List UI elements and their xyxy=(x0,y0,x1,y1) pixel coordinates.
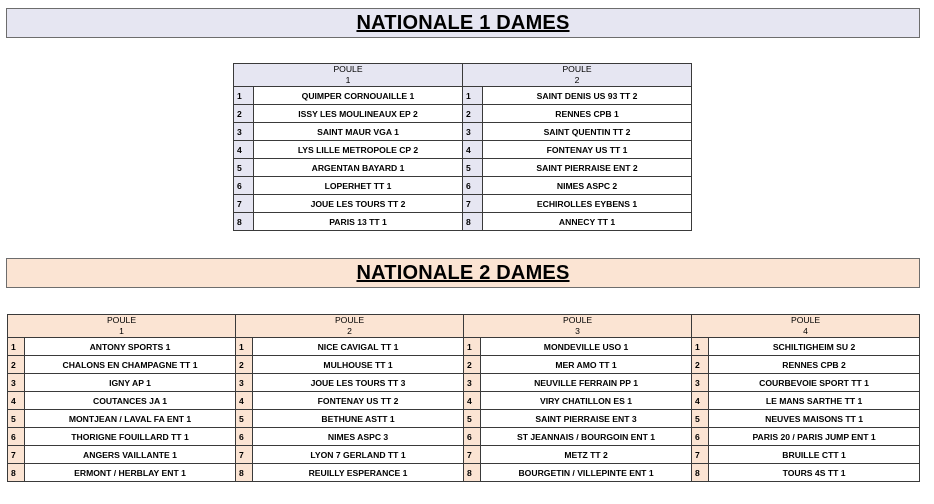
team-name: NIMES ASPC 2 xyxy=(483,177,692,195)
table-row xyxy=(234,87,692,105)
rank-number: 5 xyxy=(236,410,253,428)
pool-label: POULE xyxy=(333,64,363,74)
rank-number: 1 xyxy=(236,338,253,356)
rank-number: 1 xyxy=(8,338,25,356)
rank-number: 5 xyxy=(8,410,25,428)
rank-number: 6 xyxy=(463,177,483,195)
rank-number: 4 xyxy=(463,141,483,159)
table-row xyxy=(234,141,692,159)
pool-header xyxy=(692,315,920,338)
pool-label: POULE xyxy=(562,315,593,325)
pool-number: 1 xyxy=(119,326,124,336)
rank-number: 2 xyxy=(463,105,483,123)
pool-number: 2 xyxy=(574,75,580,85)
rank-number: 4 xyxy=(234,141,254,159)
pool-number: 4 xyxy=(803,326,808,336)
nationale-1-title-banner xyxy=(6,8,920,38)
rank-number: 8 xyxy=(463,213,483,231)
table-row xyxy=(8,464,920,482)
team-name: LYON 7 GERLAND TT 1 xyxy=(253,446,464,464)
team-name: MONDEVILLE USO 1 xyxy=(481,338,692,356)
rank-number: 2 xyxy=(8,356,25,374)
rank-number: 7 xyxy=(236,446,253,464)
team-name: MONTJEAN / LAVAL FA ENT 1 xyxy=(25,410,236,428)
team-name: COUTANCES JA 1 xyxy=(25,392,236,410)
team-name: FONTENAY US TT 1 xyxy=(483,141,692,159)
rank-number: 2 xyxy=(234,105,254,123)
team-name: RENNES CPB 1 xyxy=(483,105,692,123)
rank-number: 6 xyxy=(234,177,254,195)
rank-number: 4 xyxy=(464,392,481,410)
team-name: RENNES CPB 2 xyxy=(709,356,920,374)
team-name: METZ TT 2 xyxy=(481,446,692,464)
rank-number: 6 xyxy=(8,428,25,446)
team-name: COURBEVOIE SPORT TT 1 xyxy=(709,374,920,392)
rank-number: 5 xyxy=(463,159,483,177)
team-name: MULHOUSE TT 1 xyxy=(253,356,464,374)
team-name: THORIGNE FOUILLARD TT 1 xyxy=(25,428,236,446)
team-name: PARIS 13 TT 1 xyxy=(254,213,463,231)
table-row xyxy=(234,159,692,177)
team-name: FONTENAY US TT 2 xyxy=(253,392,464,410)
table-row xyxy=(234,213,692,231)
rank-number: 1 xyxy=(463,87,483,105)
team-name: BOURGETIN / VILLEPINTE ENT 1 xyxy=(481,464,692,482)
rank-number: 2 xyxy=(236,356,253,374)
team-name: SAINT PIERRAISE ENT 3 xyxy=(481,410,692,428)
team-name: NEUVES MAISONS TT 1 xyxy=(709,410,920,428)
pool-header xyxy=(463,64,692,87)
pool-number: 1 xyxy=(345,75,351,85)
team-name: NEUVILLE FERRAIN PP 1 xyxy=(481,374,692,392)
team-name: BRUILLE CTT 1 xyxy=(709,446,920,464)
rank-number: 5 xyxy=(464,410,481,428)
pool-label: POULE xyxy=(106,315,137,325)
rank-number: 3 xyxy=(236,374,253,392)
rank-number: 1 xyxy=(692,338,709,356)
team-name: PARIS 20 / PARIS JUMP ENT 1 xyxy=(709,428,920,446)
rank-number: 5 xyxy=(234,159,254,177)
pool-header xyxy=(8,315,236,338)
team-name: SAINT QUENTIN TT 2 xyxy=(483,123,692,141)
rank-number: 7 xyxy=(692,446,709,464)
team-name: JOUE LES TOURS TT 3 xyxy=(253,374,464,392)
team-name: LOPERHET TT 1 xyxy=(254,177,463,195)
table-row xyxy=(8,428,920,446)
table-row xyxy=(8,446,920,464)
pool-header xyxy=(464,315,692,338)
rank-number: 3 xyxy=(8,374,25,392)
rank-number: 8 xyxy=(464,464,481,482)
team-name: LE MANS SARTHE TT 1 xyxy=(709,392,920,410)
pool-header xyxy=(234,64,463,87)
table-row xyxy=(234,123,692,141)
team-name: LYS LILLE METROPOLE CP 2 xyxy=(254,141,463,159)
team-name: SAINT PIERRAISE ENT 2 xyxy=(483,159,692,177)
pool-label: POULE xyxy=(790,315,821,325)
pool-label: POULE xyxy=(334,315,365,325)
rank-number: 1 xyxy=(234,87,254,105)
rank-number: 8 xyxy=(236,464,253,482)
team-name: ST JEANNAIS / BOURGOIN ENT 1 xyxy=(481,428,692,446)
rank-number: 8 xyxy=(8,464,25,482)
team-name: ARGENTAN BAYARD 1 xyxy=(254,159,463,177)
rank-number: 2 xyxy=(464,356,481,374)
rank-number: 7 xyxy=(8,446,25,464)
pool-number: 3 xyxy=(575,326,580,336)
pool-label: POULE xyxy=(562,64,592,74)
team-name: JOUE LES TOURS TT 2 xyxy=(254,195,463,213)
rank-number: 6 xyxy=(236,428,253,446)
team-name: REUILLY ESPERANCE 1 xyxy=(253,464,464,482)
nationale-1-title: NATIONALE 1 DAMES xyxy=(356,11,570,34)
rank-number: 6 xyxy=(464,428,481,446)
table-row xyxy=(8,356,920,374)
table-row xyxy=(8,410,920,428)
team-name: IGNY AP 1 xyxy=(25,374,236,392)
team-name: ANGERS VAILLANTE 1 xyxy=(25,446,236,464)
rank-number: 4 xyxy=(692,392,709,410)
team-name: CHALONS EN CHAMPAGNE TT 1 xyxy=(25,356,236,374)
rank-number: 3 xyxy=(692,374,709,392)
pool-header xyxy=(236,315,464,338)
rank-number: 4 xyxy=(8,392,25,410)
team-name: QUIMPER CORNOUAILLE 1 xyxy=(254,87,463,105)
team-name: NIMES ASPC 3 xyxy=(253,428,464,446)
team-name: ANNECY TT 1 xyxy=(483,213,692,231)
rank-number: 3 xyxy=(234,123,254,141)
team-name: NICE CAVIGAL TT 1 xyxy=(253,338,464,356)
team-name: ISSY LES MOULINEAUX EP 2 xyxy=(254,105,463,123)
rank-number: 3 xyxy=(464,374,481,392)
rank-number: 4 xyxy=(236,392,253,410)
team-name: ERMONT / HERBLAY ENT 1 xyxy=(25,464,236,482)
team-name: SCHILTIGHEIM SU 2 xyxy=(709,338,920,356)
team-name: SAINT DENIS US 93 TT 2 xyxy=(483,87,692,105)
nationale-1-table xyxy=(233,63,692,231)
pool-number: 2 xyxy=(347,326,352,336)
table-row xyxy=(8,392,920,410)
rank-number: 8 xyxy=(692,464,709,482)
rank-number: 1 xyxy=(464,338,481,356)
rank-number: 6 xyxy=(692,428,709,446)
team-name: ANTONY SPORTS 1 xyxy=(25,338,236,356)
rank-number: 7 xyxy=(463,195,483,213)
team-name: SAINT MAUR VGA 1 xyxy=(254,123,463,141)
rank-number: 3 xyxy=(463,123,483,141)
table-row xyxy=(8,374,920,392)
table-row xyxy=(234,105,692,123)
rank-number: 7 xyxy=(234,195,254,213)
rank-number: 8 xyxy=(234,213,254,231)
table-row xyxy=(234,177,692,195)
team-name: VIRY CHATILLON ES 1 xyxy=(481,392,692,410)
rank-number: 7 xyxy=(464,446,481,464)
rank-number: 2 xyxy=(692,356,709,374)
table-row xyxy=(234,195,692,213)
team-name: BETHUNE ASTT 1 xyxy=(253,410,464,428)
table-row xyxy=(8,338,920,356)
rank-number: 5 xyxy=(692,410,709,428)
team-name: ECHIROLLES EYBENS 1 xyxy=(483,195,692,213)
team-name: TOURS 4S TT 1 xyxy=(709,464,920,482)
nationale-2-table xyxy=(7,314,920,482)
nationale-2-title: NATIONALE 2 DAMES xyxy=(356,261,570,284)
nationale-2-title-banner xyxy=(6,258,920,288)
team-name: MER AMO TT 1 xyxy=(481,356,692,374)
